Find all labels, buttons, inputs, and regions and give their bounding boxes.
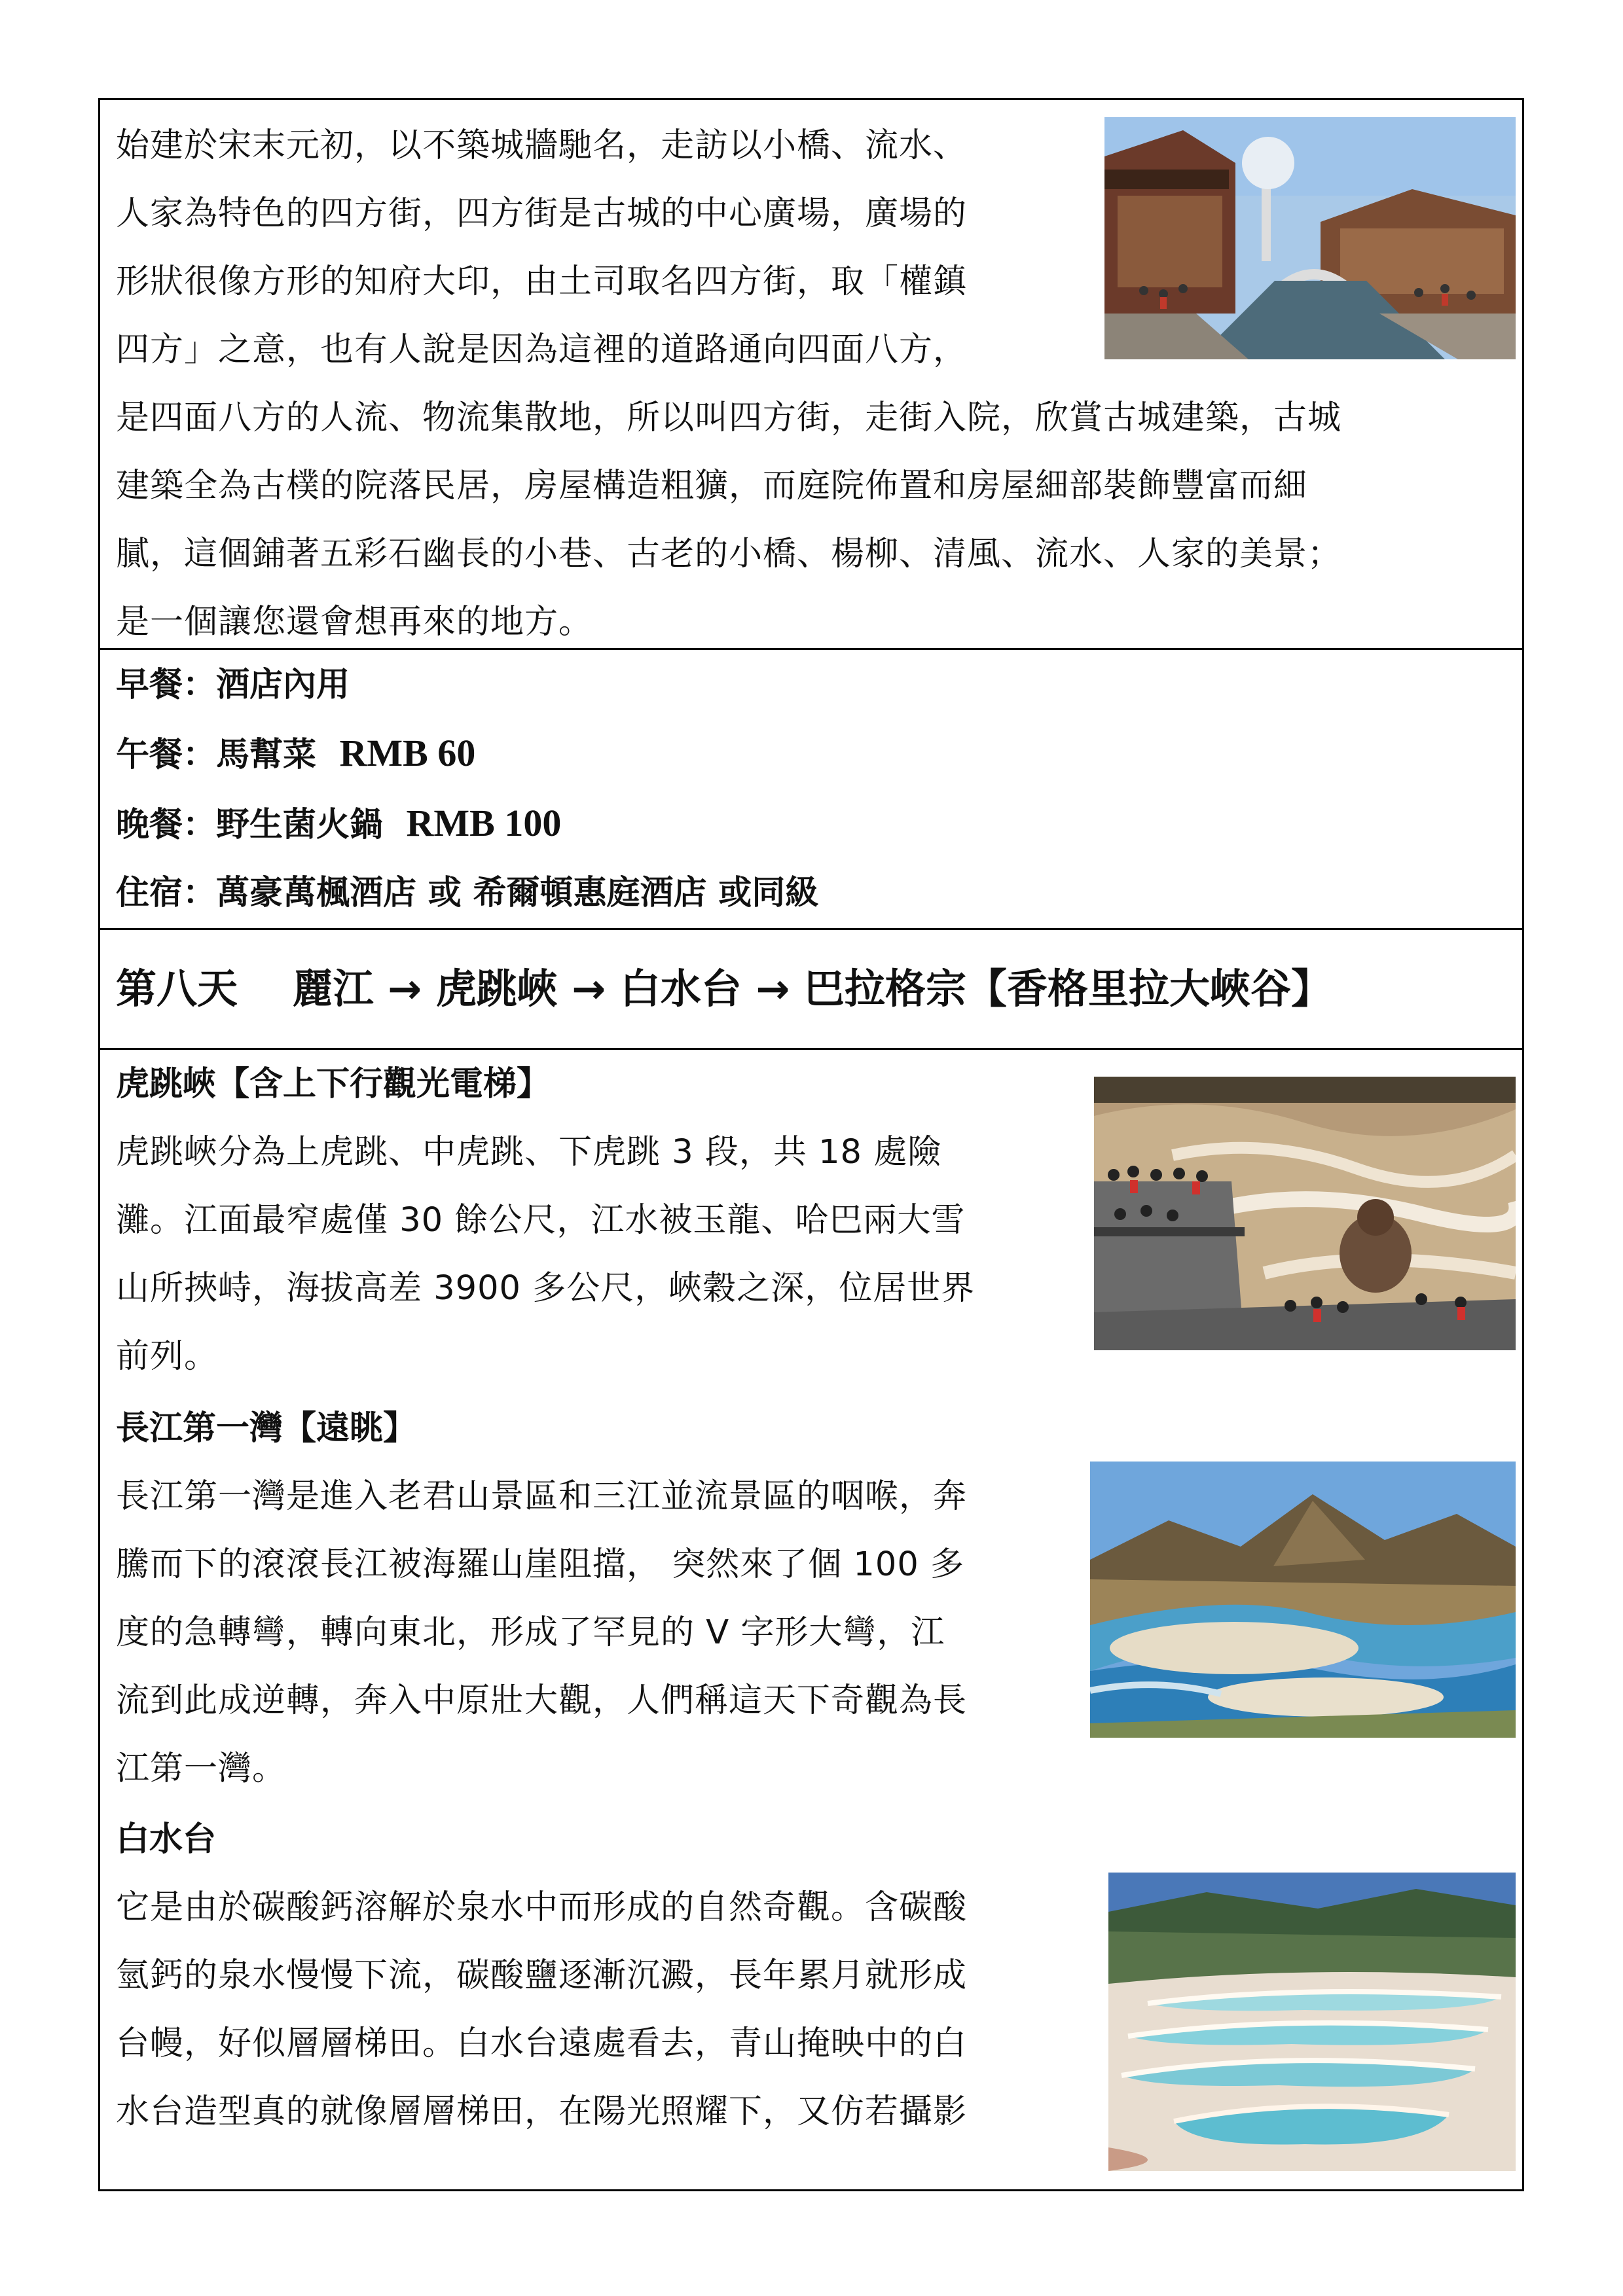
tiger-leaping-title: 虎跳峽【含上下行觀光電梯】	[116, 1065, 551, 1103]
breakfast-label: 早餐：	[116, 666, 217, 704]
meals-block	[116, 651, 1506, 927]
text-line: 前列。	[116, 1337, 219, 1376]
text-line: 是四面八方的人流、物流集散地，所以叫四方街，走街入院，欣賞古城建築，古城	[116, 399, 1342, 437]
row-divider	[100, 648, 1522, 650]
text-line: 山所挾峙，海拔高差 3900 多公尺，峽穀之深，位居世界	[116, 1269, 976, 1308]
baishuitai-photo	[1108, 1873, 1516, 2171]
lunch-value: 馬幫菜	[216, 736, 317, 774]
stay-value: 萬豪萬楓酒店 或 希爾頓惠庭酒店 或同級	[216, 874, 819, 912]
first-bend-photo	[1090, 1462, 1516, 1738]
dinner-price: RMB 100	[406, 802, 562, 844]
text-line: 形狀很像方形的知府大印，由土司取名四方街，取「權鎮	[116, 262, 968, 301]
text-line: 水台造型真的就像層層梯田，在陽光照耀下，又仿若攝影	[116, 2092, 968, 2131]
day-header: 第八天 麗江 → 虎跳峽 → 白水台 → 巴拉格宗【香格里拉大峽谷】	[116, 965, 1332, 1013]
baishuitai-title: 白水台	[116, 1820, 217, 1859]
old-town-photo	[1104, 117, 1516, 359]
stay-label: 住宿：	[116, 874, 217, 912]
text-line: 人家為特色的四方街，四方街是古城的中心廣場，廣場的	[116, 194, 968, 233]
first-bend-title: 長江第一灣【遠眺】	[116, 1409, 417, 1448]
text-line: 始建於宋末元初，以不築城牆馳名，走訪以小橋、流水、	[116, 126, 968, 165]
text-line: 江第一灣。	[116, 1749, 287, 1788]
text-line: 它是由於碳酸鈣溶解於泉水中而形成的自然奇觀。含碳酸	[116, 1888, 968, 1927]
text-line: 膩，這個鋪著五彩石幽長的小巷、古老的小橋、楊柳、清風、流水、人家的美景；	[116, 535, 1342, 573]
text-line: 是一個讓您還會想再來的地方。	[116, 603, 593, 641]
text-line: 灘。江面最窄處僅 30 餘公尺，江水被玉龍、哈巴兩大雪	[116, 1201, 966, 1240]
breakfast-row	[116, 651, 1506, 719]
lunch-label: 午餐：	[116, 736, 217, 774]
dinner-value: 野生菌火鍋	[216, 806, 384, 844]
text-line: 建築全為古樸的院落民居，房屋構造粗獷，而庭院佈置和房屋細部裝飾豐富而細	[116, 467, 1308, 505]
lunch-row	[116, 719, 1506, 789]
itinerary-table	[98, 98, 1524, 2191]
text-line: 虎跳峽分為上虎跳、中虎跳、下虎跳 3 段，共 18 處險	[116, 1133, 942, 1172]
text-line: 度的急轉彎，轉向東北，形成了罕見的 V 字形大彎，江	[116, 1613, 945, 1652]
dinner-row	[116, 789, 1506, 859]
text-line: 台幔，好似層層梯田。白水台遠處看去，青山掩映中的白	[116, 2024, 968, 2063]
breakfast-value: 酒店內用	[216, 666, 350, 704]
tiger-leaping-photo	[1094, 1077, 1516, 1350]
text-line: 四方」之意，也有人說是因為這裡的道路通向四面八方，	[116, 331, 968, 369]
lunch-price: RMB 60	[339, 732, 476, 774]
text-line: 氫鈣的泉水慢慢下流，碳酸鹽逐漸沉澱，長年累月就形成	[116, 1956, 968, 1995]
dinner-label: 晚餐：	[116, 806, 217, 844]
stay-row	[116, 859, 1506, 927]
row-divider	[100, 1048, 1522, 1050]
text-line: 長江第一灣是進入老君山景區和三江並流景區的咽喉，奔	[116, 1477, 968, 1516]
text-line: 流到此成逆轉，奔入中原壯大觀，人們稱這天下奇觀為長	[116, 1681, 968, 1720]
text-line: 騰而下的滾滾長江被海羅山崖阻擋， 突然來了個 100 多	[116, 1545, 964, 1584]
